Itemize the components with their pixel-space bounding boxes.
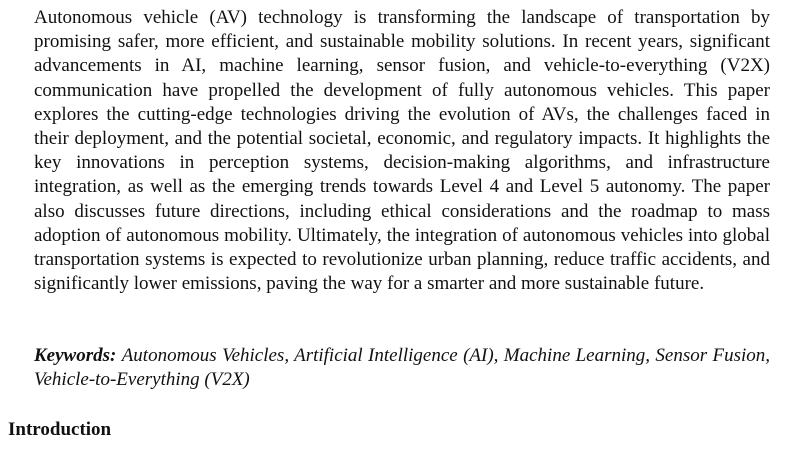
introduction-heading: Introduction [8,419,112,440]
abstract-paragraph: Autonomous vehicle (AV) technology is transforming the landscape of transportation by promising safer, more efficient, and sustainable mobility solutions. In recent years, significant advancements in AI, machine learning, sensor fusion, and vehicle-to-everything (V2X) communication have propelled the development of fully autonomous vehicles. This paper explores the cutting-edge technologies driving the evolution of AVs, the challenges faced in their deployment, and the potential societal, economic, and regulatory impacts. It highlights the key innovations in perception systems, decision-making algorithms, and infrastructure integration, as well as the emerging trends towards Level 4 and Level 5 autonomy. The paper also discusses future directions, including ethical considerations and the roadmap to mass adoption of autonomous mobility. Ultimately, the integration of autonomous vehicles into global transportation systems is expected to revolutionize urban planning, reduce traffic accidents, and significantly lower emissions, paving the way for a smarter and more sustainable future. [34,7,770,295]
keywords-label: Keywords: [34,345,117,366]
keywords-line [34,344,770,392]
keywords-list: Autonomous Vehicles, Artificial Intelligence (AI), Machine Learning, Sensor Fusion, Vehicle-to-Everything (V2X) [34,345,771,391]
